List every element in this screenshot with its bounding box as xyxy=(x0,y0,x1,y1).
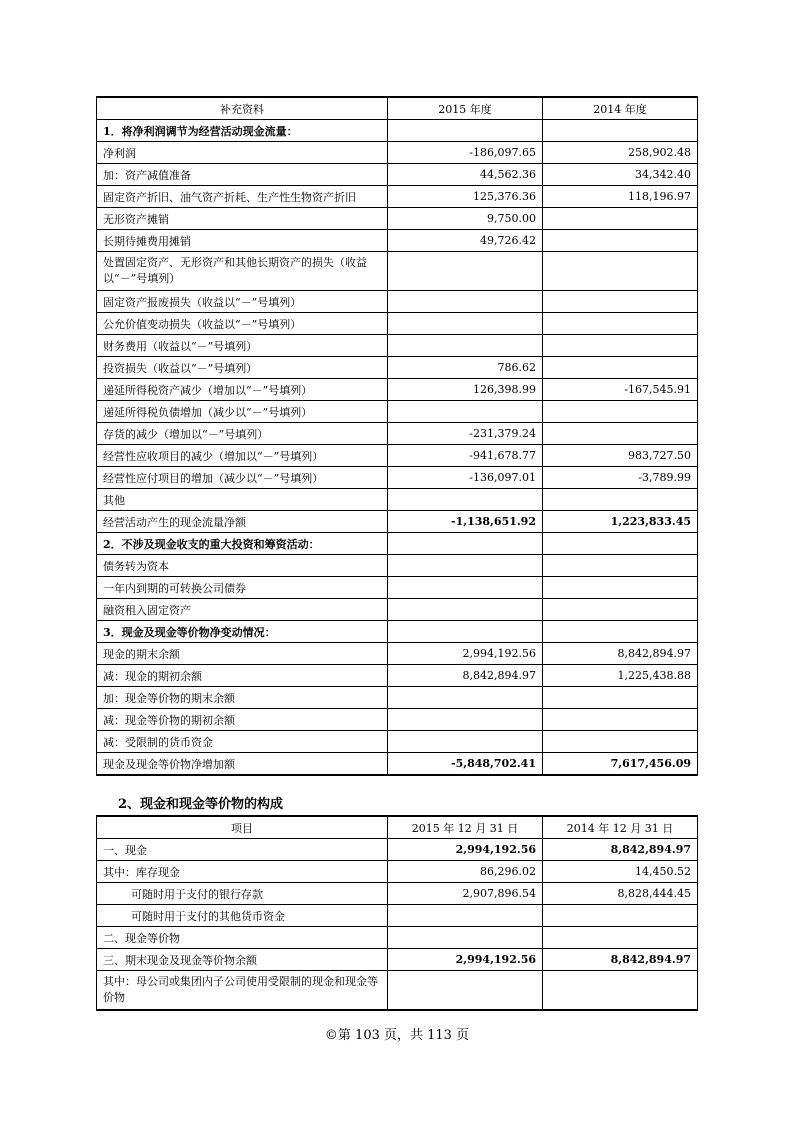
row-label: 经营性应付项目的增加（减少以“－”号填列） xyxy=(97,467,388,489)
value-2014 xyxy=(543,687,698,709)
row-label: 其中：库存现金 xyxy=(97,861,388,883)
value-2014 xyxy=(543,291,698,313)
table-row xyxy=(97,577,698,599)
value-2014 xyxy=(543,905,698,927)
value-2015 xyxy=(388,313,543,335)
row-label: 1．将净利润调节为经营活动现金流量： xyxy=(97,120,388,142)
value-2015 xyxy=(388,731,543,753)
value-2015 xyxy=(388,291,543,313)
table-row xyxy=(97,665,698,687)
value-2014 xyxy=(543,401,698,423)
value-2015: 126,398.99 xyxy=(388,379,543,401)
value-2014: 7,617,456.09 xyxy=(543,753,698,776)
row-label: 一、现金 xyxy=(97,839,388,861)
row-label: 经营性应收项目的减少（增加以“－”号填列） xyxy=(97,445,388,467)
table-row xyxy=(97,120,698,142)
value-2014 xyxy=(543,927,698,949)
row-label: 加：现金等价物的期末余额 xyxy=(97,687,388,709)
value-2015: -231,379.24 xyxy=(388,423,543,445)
table-row xyxy=(97,927,698,949)
value-2014: -3,789.99 xyxy=(543,467,698,489)
column-header-item: 项目 xyxy=(97,816,388,839)
row-label: 投资损失（收益以“－”号填列） xyxy=(97,357,388,379)
column-header-item: 补充资料 xyxy=(97,97,388,120)
row-label: 3．现金及现金等价物净变动情况： xyxy=(97,621,388,643)
value-2015 xyxy=(388,709,543,731)
table-row xyxy=(97,252,698,291)
table-row xyxy=(97,186,698,208)
value-2015 xyxy=(388,971,543,1011)
value-2015 xyxy=(388,927,543,949)
value-2014: 8,828,444.45 xyxy=(543,883,698,905)
table-row xyxy=(97,621,698,643)
value-2015: 786.62 xyxy=(388,357,543,379)
value-2014: 34,342.40 xyxy=(543,164,698,186)
value-2014 xyxy=(543,731,698,753)
value-2014 xyxy=(543,230,698,252)
row-label: 现金的期末余额 xyxy=(97,643,388,665)
table-row xyxy=(97,164,698,186)
value-2015: 2,994,192.56 xyxy=(388,839,543,861)
column-header-2014: 2014 年度 xyxy=(543,97,698,120)
value-2015: -941,678.77 xyxy=(388,445,543,467)
row-label: 长期待摊费用摊销 xyxy=(97,230,388,252)
table-row xyxy=(97,357,698,379)
row-label: 减：受限制的货币资金 xyxy=(97,731,388,753)
table-row xyxy=(97,949,698,971)
value-2014 xyxy=(543,533,698,555)
value-2015 xyxy=(388,555,543,577)
column-header-2014: 2014 年 12 月 31 日 xyxy=(543,816,698,839)
value-2015: -5,848,702.41 xyxy=(388,753,543,776)
row-label: 一年内到期的可转换公司债券 xyxy=(97,577,388,599)
value-2015 xyxy=(388,905,543,927)
row-label: 固定资产折旧、油气资产折耗、生产性生物资产折旧 xyxy=(97,186,388,208)
value-2014 xyxy=(543,599,698,621)
value-2015 xyxy=(388,252,543,291)
value-2014 xyxy=(543,621,698,643)
value-2014: 1,223,833.45 xyxy=(543,511,698,533)
value-2014 xyxy=(543,971,698,1011)
row-label: 二、现金等价物 xyxy=(97,927,388,949)
table-row xyxy=(97,555,698,577)
value-2015: 2,994,192.56 xyxy=(388,949,543,971)
table-row xyxy=(97,905,698,927)
table-row xyxy=(97,489,698,511)
row-label: 无形资产摊销 xyxy=(97,208,388,230)
row-label: 融资租入固定资产 xyxy=(97,599,388,621)
value-2015: -186,097.65 xyxy=(388,142,543,164)
value-2015: 2,994,192.56 xyxy=(388,643,543,665)
value-2015: 9,750.00 xyxy=(388,208,543,230)
row-label: 可随时用于支付的其他货币资金 xyxy=(97,905,388,927)
table-row xyxy=(97,142,698,164)
value-2014: 8,842,894.97 xyxy=(543,643,698,665)
row-label: 债务转为资本 xyxy=(97,555,388,577)
value-2015 xyxy=(388,599,543,621)
row-label: 2．不涉及现金收支的重大投资和筹资活动： xyxy=(97,533,388,555)
value-2014 xyxy=(543,120,698,142)
value-2015 xyxy=(388,335,543,357)
table-row xyxy=(97,861,698,883)
row-label: 财务费用（收益以“－”号填列） xyxy=(97,335,388,357)
row-label: 加：资产减值准备 xyxy=(97,164,388,186)
section-heading: 2、现金和现金等价物的构成 xyxy=(118,797,284,812)
table-row xyxy=(97,313,698,335)
value-2015: 125,376.36 xyxy=(388,186,543,208)
value-2015: -136,097.01 xyxy=(388,467,543,489)
value-2014: 1,225,438.88 xyxy=(543,665,698,687)
value-2014 xyxy=(543,577,698,599)
column-header-2015: 2015 年度 xyxy=(388,97,543,120)
value-2014: 258,902.48 xyxy=(543,142,698,164)
value-2014 xyxy=(543,555,698,577)
table-row xyxy=(97,533,698,555)
table-row xyxy=(97,335,698,357)
value-2014 xyxy=(543,357,698,379)
table-row xyxy=(97,971,698,1011)
table-row xyxy=(97,208,698,230)
row-label: 其他 xyxy=(97,489,388,511)
table-row xyxy=(97,709,698,731)
value-2015 xyxy=(388,621,543,643)
row-label: 递延所得税负债增加（减少以“－”号填列） xyxy=(97,401,388,423)
row-label: 其中：母公司或集团内子公司使用受限制的现金和现金等价物 xyxy=(97,971,388,1011)
value-2014: -167,545.91 xyxy=(543,379,698,401)
row-label: 可随时用于支付的银行存款 xyxy=(97,883,388,905)
value-2015 xyxy=(388,533,543,555)
cash-composition-table xyxy=(96,815,698,1011)
row-label: 处置固定资产、无形资产和其他长期资产的损失（收益以“－”号填列） xyxy=(97,252,388,291)
row-label: 减：现金等价物的期初余额 xyxy=(97,709,388,731)
value-2015: 8,842,894.97 xyxy=(388,665,543,687)
value-2015: 49,726.42 xyxy=(388,230,543,252)
value-2015 xyxy=(388,401,543,423)
row-label: 三、期末现金及现金等价物余额 xyxy=(97,949,388,971)
table-row xyxy=(97,753,698,776)
value-2015: 86,296.02 xyxy=(388,861,543,883)
value-2014: 14,450.52 xyxy=(543,861,698,883)
value-2015 xyxy=(388,120,543,142)
value-2014 xyxy=(543,709,698,731)
value-2014 xyxy=(543,208,698,230)
row-label: 存货的减少（增加以“－”号填列） xyxy=(97,423,388,445)
value-2014: 983,727.50 xyxy=(543,445,698,467)
value-2014 xyxy=(543,313,698,335)
value-2015: -1,138,651.92 xyxy=(388,511,543,533)
table-header-row xyxy=(97,816,698,839)
table-row xyxy=(97,687,698,709)
value-2014: 118,196.97 xyxy=(543,186,698,208)
value-2014 xyxy=(543,489,698,511)
table-row xyxy=(97,379,698,401)
table-header-row xyxy=(97,97,698,120)
value-2015 xyxy=(388,489,543,511)
value-2014 xyxy=(543,423,698,445)
table-row xyxy=(97,883,698,905)
row-label: 经营活动产生的现金流量净额 xyxy=(97,511,388,533)
row-label: 公允价值变动损失（收益以“－”号填列） xyxy=(97,313,388,335)
value-2014: 8,842,894.97 xyxy=(543,949,698,971)
cash-flow-supplement-table xyxy=(96,96,698,776)
table-row xyxy=(97,511,698,533)
value-2014 xyxy=(543,252,698,291)
value-2014 xyxy=(543,335,698,357)
value-2015 xyxy=(388,577,543,599)
value-2015: 2,907,896.54 xyxy=(388,883,543,905)
table-row xyxy=(97,643,698,665)
row-label: 减：现金的期初余额 xyxy=(97,665,388,687)
table-row xyxy=(97,423,698,445)
row-label: 净利润 xyxy=(97,142,388,164)
column-header-2015: 2015 年 12 月 31 日 xyxy=(388,816,543,839)
value-2014: 8,842,894.97 xyxy=(543,839,698,861)
table-row xyxy=(97,291,698,313)
table-row xyxy=(97,599,698,621)
table-row xyxy=(97,445,698,467)
row-label: 现金及现金等价物净增加额 xyxy=(97,753,388,776)
table-row xyxy=(97,467,698,489)
table-row xyxy=(97,230,698,252)
table-row xyxy=(97,731,698,753)
value-2015: 44,562.36 xyxy=(388,164,543,186)
row-label: 递延所得税资产减少（增加以“－”号填列） xyxy=(97,379,388,401)
page-footer: ©第 103 页，共 113 页 xyxy=(324,1028,470,1043)
row-label: 固定资产报废损失（收益以“－”号填列） xyxy=(97,291,388,313)
value-2015 xyxy=(388,687,543,709)
table-row xyxy=(97,401,698,423)
table-row xyxy=(97,839,698,861)
